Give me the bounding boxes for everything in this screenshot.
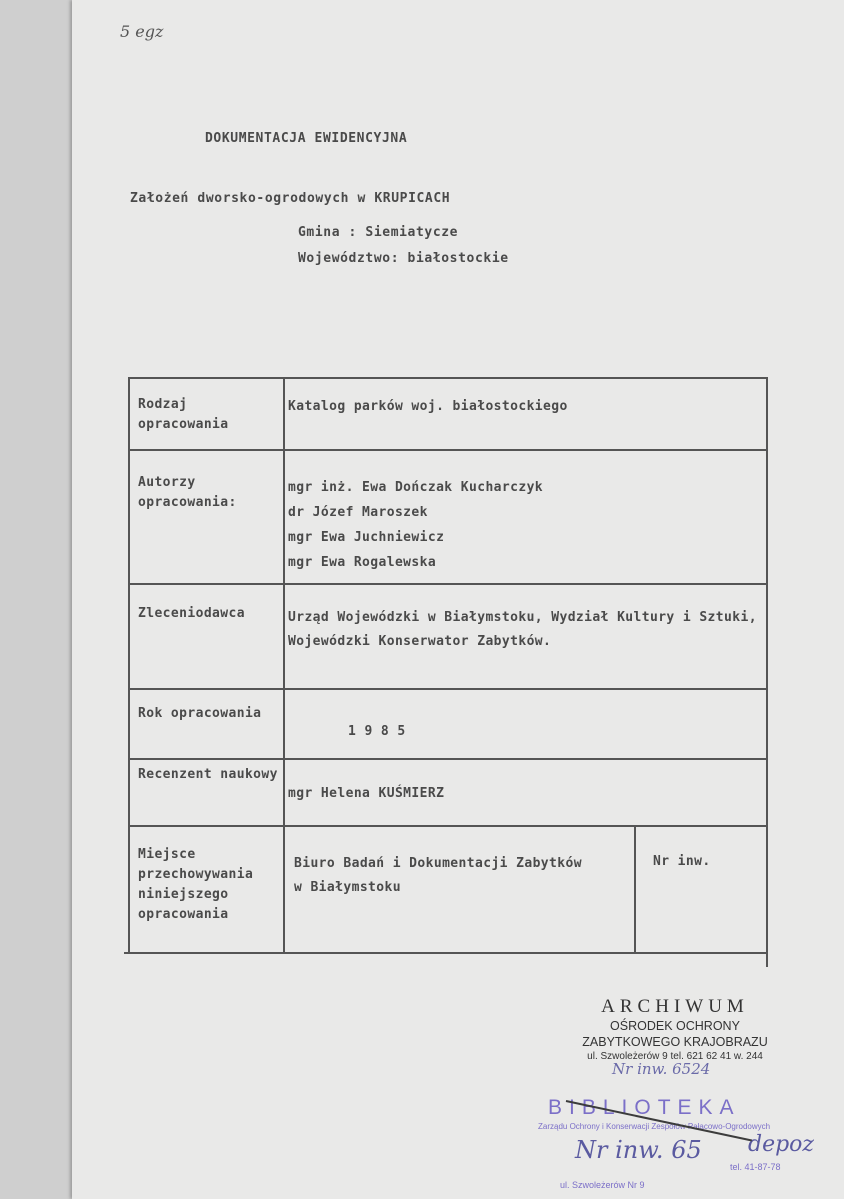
document-subtitle: Założeń dworsko-ogrodowych w KRUPICACH — [130, 191, 451, 206]
gmina-line: Gmina : Siemiatycze — [298, 225, 459, 240]
biblioteka-stamp-line2: Zarządu Ochrony i Konserwacji Zespołów Pałacowo-Ogrodowych — [538, 1122, 771, 1131]
inventory-handwritten-1: Nr inw. 6524 — [612, 1060, 711, 1078]
biblioteka-stamp-address: ul. Szwoleżerów Nr 9 — [560, 1180, 645, 1190]
nr-inw-label: Nr inw. — [653, 854, 711, 869]
biblioteka-stamp-phone: tel. 41-87-78 — [730, 1162, 781, 1172]
autorzy-list — [288, 475, 758, 575]
recenzent-label: Recenzent naukowy — [138, 767, 278, 782]
author-4: mgr Ewa Rogalewska — [288, 555, 437, 570]
archiwum-stamp-line2: OŚRODEK OCHRONY — [610, 1019, 740, 1033]
zleceniodawca-label: Zleceniodawca — [138, 606, 245, 621]
archiwum-stamp-address: ul. Szwoleżerów 9 tel. 621 62 41 w. 244 — [587, 1051, 763, 1062]
biblioteka-stamp-title: BIBLIOTEKA — [548, 1096, 741, 1119]
author-1: mgr inż. Ewa Dończak Kucharczyk — [288, 480, 544, 495]
recenzent-value: mgr Helena KUŚMIERZ — [288, 786, 445, 801]
archiwum-stamp-line3: ZABYTKOWEGO KRAJOBRAZU — [582, 1035, 768, 1049]
rodzaj-value: Katalog parków woj. białostockiego — [288, 399, 568, 414]
depoz-handwritten: depoz — [748, 1132, 815, 1157]
author-2: dr Józef Maroszek — [288, 505, 428, 520]
archiwum-stamp-title: ARCHIWUM — [601, 996, 749, 1017]
wojewodztwo-line: Województwo: białostockie — [298, 251, 509, 266]
miejsce-label: Miejsce przechowywania niniejszego opracowania — [138, 847, 254, 922]
miejsce-value: Biuro Badań i Dokumentacji Zabytków w Białymstoku — [294, 856, 582, 895]
document-title: DOKUMENTACJA EWIDENCYJNA — [205, 131, 408, 146]
archiwum-stamp — [560, 996, 790, 1064]
rok-label: Rok opracowania — [138, 706, 262, 721]
inventory-handwritten-2: Nr inw. 65 — [575, 1136, 702, 1164]
author-3: mgr Ewa Juchniewicz — [288, 530, 445, 545]
rodzaj-label: Rodzaj opracowania — [138, 397, 229, 432]
corner-handwritten-note: 5 egz — [120, 22, 164, 41]
zleceniodawca-value: Urząd Wojewódzki w Białymstoku, Wydział Kultury i Sztuki, Wojewódzki Konserwator Zabytków. — [288, 610, 757, 649]
autorzy-label: Autorzy opracowania: — [138, 475, 237, 510]
rok-value: 1 9 8 5 — [348, 724, 406, 739]
underlying-page — [0, 0, 74, 1199]
